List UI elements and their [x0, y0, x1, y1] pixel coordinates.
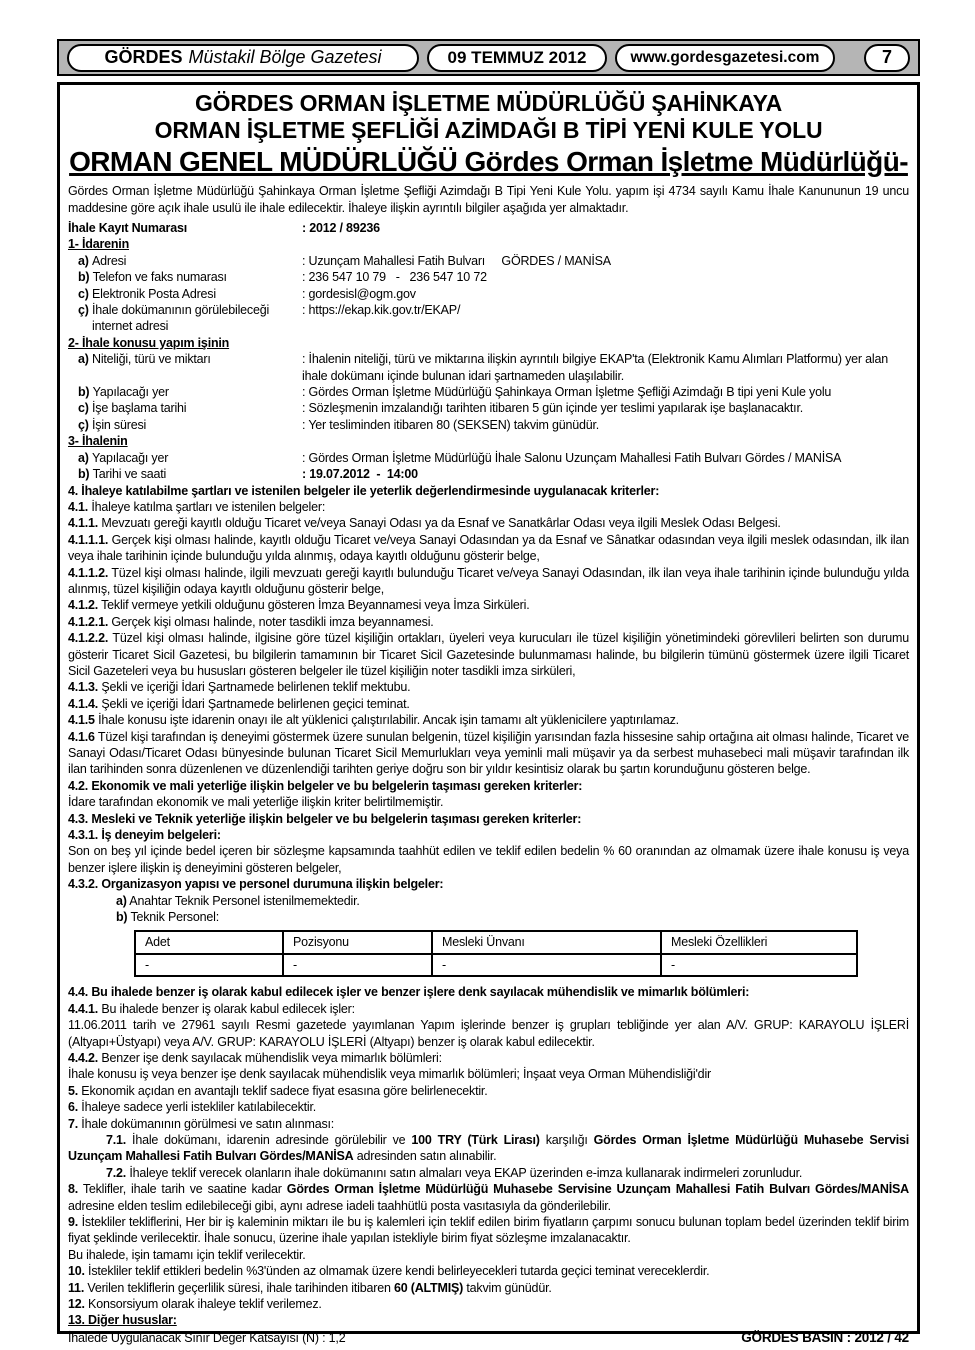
- paragraph: [68, 876, 909, 892]
- kv-row: [68, 450, 909, 466]
- kv-value: : Gördes Orman İşletme Müdürlüğü İhale Salonu Uzunçam Mahallesi Fatih Bulvarı Gördes / MANİSA: [302, 450, 842, 465]
- paragraph: [68, 532, 909, 565]
- text-segment: İhaleye teklif verecek olanların ihale dokümanını satın almaları veya EKAP üzerinden e-imza kullanarak indirmeleri zorunludur.: [126, 1165, 803, 1180]
- paragraph: [68, 909, 909, 925]
- notice-footer-row: [68, 1330, 909, 1345]
- text-segment: Bu ihalede, işin tamamı için teklif verilecektir.: [68, 1247, 306, 1262]
- text-segment: 11.06.2011 tarih ve 27961 sayılı Resmi gazetede yayımlanan Yapım işlerinde benzer iş grupları tebliğinde yer alan A/V. GRUP: KARAYOLU İŞLERİ (Altyapı+Üstyapı) veya A/V. GRUP: KARAYOLU İŞLERİ (Altyapı) benzer iş olarak kabul edilecektir.: [68, 1018, 909, 1049]
- kv-label: [68, 269, 302, 285]
- text-segment: 7.1.: [106, 1132, 127, 1147]
- text-segment: 4.1.2.1.: [68, 614, 109, 629]
- kv-label-text: İhale dokümanının görülebileceği: [92, 303, 270, 318]
- text-segment: Tüzel kişi tarafından iş deneyimi göstermek üzere sunulan belgenin, tüzel kişiliğin yarısından fazla hissesine sahip ortağına ait olması halinde, Ticaret ve Sanayi Odası/Ticaret Odası bünyesinde bulunan Ticaret Sicil Memurlukları veya yeminli mali müşavir ya da serbest muhasebeci mali müşavir tarafından ilk ilan tarihinden sonra düzenlenen ve düzenlendiği tarihten geriye doğru son bir yıldır kesintisiz olarak bu şartın korunduğunu gösteren belge.: [68, 729, 909, 777]
- kv-label-text: Tarihi ve saati: [92, 467, 167, 482]
- text-segment: Anahtar Teknik Personel istenilmemektedir.: [126, 893, 360, 908]
- text-segment: 7.: [68, 1116, 79, 1131]
- paragraph: [68, 794, 909, 810]
- text-segment: Şekli ve içeriği İdari Şartnamede belirlenen teklif mektubu.: [98, 680, 411, 695]
- text-segment: 10.: [68, 1264, 85, 1279]
- paragraph: [68, 1214, 909, 1247]
- kv-label: [68, 220, 302, 236]
- text-segment: takvim günüdür.: [463, 1280, 552, 1295]
- text-segment: İhale dokümanının görülmesi ve satın alınması:: [78, 1116, 335, 1131]
- paragraph: [68, 1083, 909, 1099]
- text-segment: Son on beş yıl içinde bedel içeren bir sözleşme kapsamında taahhüt edilen ve teklif edilen bedelin % 60 oranından az olmamak üzere ihale konusu iş veya benzer işlere ilişkin iş deneyimini gösteren belgeler,: [68, 844, 909, 875]
- kv-label-text: İhale Kayıt Numarası: [68, 221, 187, 235]
- kv-letter-prefix: a): [78, 253, 92, 268]
- kv-value: : https://ekap.kik.gov.tr/EKAP/: [302, 303, 461, 318]
- paragraph: [68, 843, 909, 876]
- kv-value: : gordesisl@ogm.gov: [302, 286, 416, 301]
- kv-letter-prefix: c): [78, 286, 92, 301]
- text-segment: 4.3. Mesleki ve Teknik yeterliğe ilişkin belgeler ve bu belgelerin taşıması gereken kriterler:: [68, 811, 582, 826]
- text-segment: Gerçek kişi olması halinde, noter tasdikli imza beyannamesi.: [108, 614, 434, 629]
- text-segment: Verilen tekliflerin geçerlilik süresi, ihale tarihinden itibaren: [84, 1280, 394, 1295]
- text-segment: Gerçek kişi olması halinde, kayıtlı olduğu Ticaret ve/veya Sanayi Odasından ya da Esnaf ve Sânatkar odasından veya ilgili meslek odasından, ilk ilan veya ihale tarihinin içinde bulunduğu yılda alınmış, odaya kayıtlı olduğunu gösterir belge,: [68, 532, 909, 564]
- paragraph: [68, 1017, 909, 1050]
- text-segment: İhale konusu işte idarenin onayı ile alt yüklenici çalıştırılabilir. Ancak işin tamamı alt yüklenicilere yaptırılamaz.: [94, 713, 679, 728]
- notice-title-line2: ORMAN İŞLETME ŞEFLİĞİ AZİMDAĞI B TİPİ YENİ KULE YOLU: [154, 117, 823, 143]
- kv-letter-prefix: b): [78, 270, 93, 285]
- text-segment: 4.2. Ekonomik ve mali yeterliğe ilişkin belgeler ve bu belgelerin taşıması gereken kriterler:: [68, 778, 583, 793]
- text-segment: Tüzel kişi olması halinde, ilgili mevzuatı gereği kayıtlı bulunduğu Ticaret ve/veya Sanayi Odasından, ilk ilan veya ihale tarihinin içinde bulunduğu yılda alınmış, tüzel kişiliğin odaya kayıtlı olduğunu gösterir belge,: [68, 565, 909, 596]
- kv-row: [68, 220, 909, 236]
- paragraph: [68, 696, 909, 712]
- table-header-cell: Mesleki Ünvanı: [432, 931, 661, 953]
- kv-letter-prefix: a): [78, 450, 92, 465]
- text-segment: Tüzel kişi olması halinde, ilgisine göre tüzel kişiliğin ortakları, üyeleri veya kurucuları ile tüzel kişiliğin yönetimindeki görevlileri belirten son durumu gösterir Ticaret Sicil Gazetesi, bu bilgilerin tamamının bir Ticaret Sicil Gazetesinde bulunmaması halinde, bu bilgilerin tümünü göstermek üzere ilgili Ticaret Sicil Gazeteleri veya bu hususları gösteren belgeler ile tüzel kişiliğin noter tasdikli imza sirküleri,: [68, 631, 909, 678]
- text-segment: Benzer işe denk sayılacak mühendislik veya mimarlık bölümleri:: [98, 1050, 442, 1065]
- kv-value: : 236 547 10 79 - 236 547 10 72: [302, 270, 487, 285]
- paragraph: [68, 1116, 909, 1132]
- text-segment: 4.1.5: [68, 713, 95, 728]
- text-segment: Bu ihalede benzer iş olarak kabul edilecek işler:: [98, 1001, 355, 1016]
- table-header-row: [135, 931, 857, 953]
- text-segment: İhale dokümanı, idarenin adresinde görülebilir ve: [126, 1132, 412, 1147]
- text-segment: Mevzuatı gereği kayıtlı olduğu Ticaret ve/veya Sanayi Odası ya da Esnaf ve Sanatkârlar Odası veya ilgili Meslek Odası Belgesi.: [98, 516, 781, 531]
- paragraph: [68, 679, 909, 695]
- paragraph: [68, 893, 909, 909]
- masthead: [57, 39, 920, 76]
- text-segment: a): [116, 893, 127, 908]
- text-segment: 4.1.6: [68, 729, 95, 744]
- kv-letter-prefix: b): [78, 385, 93, 400]
- text-segment: Teklif vermeye yetkili olduğunu gösteren İmza Beyannamesi veya İmza Sirküleri.: [98, 598, 530, 613]
- table-header-cell: Pozisyonu: [283, 931, 432, 953]
- newspaper-page: [57, 39, 920, 1345]
- paragraph: [68, 1132, 909, 1165]
- paragraph: [68, 630, 909, 679]
- paragraph: [68, 778, 909, 794]
- kv-label: [68, 302, 302, 335]
- kv-row: [68, 286, 909, 302]
- kv-value: : 2012 / 89236: [302, 221, 380, 235]
- page-number: 7: [881, 47, 892, 67]
- text-segment: Konsorsiyum olarak ihaleye teklif verilemez.: [84, 1297, 322, 1311]
- kv-label-text: Elektronik Posta Adresi: [92, 286, 216, 301]
- kv-letter-prefix: a): [78, 352, 92, 367]
- paragraph: [68, 1181, 909, 1214]
- kv-label-text: İşe başlama tarihi: [92, 401, 187, 416]
- kv-label-text: Adresi: [92, 253, 127, 268]
- kv-label: [68, 286, 302, 302]
- text-segment: 4.3.1. İş deneyim belgeleri:: [68, 828, 221, 843]
- kv-value: : Sözleşmenin imzalandığı tarihten itibaren 5 gün içinde yer teslimi yapılarak işe başlanacaktır.: [302, 401, 804, 416]
- text-segment: İstekliler teklif ettikleri bedelin %3'ünden az olmamak üzere kendi belirleyecekleri tutarda geçici teminat vereceklerdir.: [84, 1264, 710, 1279]
- text-segment: Gördes Orman İşletme Müdürlüğü Muhasebe Servisi Uzunçam Mahallesi Fatih Bulvarı Gördes/MANİSA: [68, 1132, 909, 1164]
- page-number-pill: [864, 44, 910, 72]
- kv-label-text: İşin süresi: [92, 417, 147, 432]
- table-cell: -: [283, 954, 432, 976]
- kv-label: [68, 253, 302, 269]
- text-segment: 4.1.1.: [68, 516, 99, 531]
- paragraph: [68, 499, 909, 515]
- table-cell: -: [135, 954, 283, 976]
- tender-notice-box: [57, 82, 920, 1345]
- kv-row: [68, 417, 909, 433]
- text-segment: İhaleye katılma şartları ve istenilen belgeler:: [88, 499, 326, 514]
- intro-paragraph: Gördes Orman İşletme Müdürlüğü Şahinkaya Orman İşletme Şefliği Azimdağı B Tipi Yeni Kule Yolu. yapım işi 4734 sayılı Kamu İhale Kanununun 19 uncu maddesine göre açık ihale usulü ile ihale edilecektir. İhaleye ilişkin ayrıntılı bilgiler aşağıda yer almaktadır.: [68, 184, 909, 215]
- paragraph: [68, 1263, 909, 1279]
- paragraph: [68, 827, 909, 843]
- table-header-cell: Mesleki Özellikleri: [661, 931, 857, 953]
- text-segment: Ekonomik açıdan en avantajlı teklif sadece fiyat esasına göre belirlenecektir.: [78, 1083, 488, 1098]
- kv-label: [68, 400, 302, 416]
- kv-row: [68, 466, 909, 482]
- notice-title-line1: GÖRDES ORMAN İŞLETME MÜDÜRLÜĞÜ ŞAHİNKAYA: [194, 90, 783, 116]
- text-segment: 60 (ALTMIŞ): [393, 1280, 464, 1295]
- kv-label-text: Yapılacağı yer: [92, 385, 169, 400]
- paragraph: [68, 984, 909, 1000]
- table-row: [135, 954, 857, 976]
- text-segment: Gördes Orman İşletme Müdürlüğü Muhasebe Servisine Uzunçam Mahallesi Fatih Bulvarı Gördes/MANİSA: [286, 1182, 909, 1197]
- text-segment: 4.4.2.: [68, 1050, 99, 1065]
- paragraph: [68, 811, 909, 827]
- website-url: www.gordesgazetesi.com: [630, 48, 820, 66]
- paragraph: [68, 1296, 909, 1312]
- text-segment: İhaleye sadece yerli istekliler katılabilecektir.: [78, 1100, 317, 1115]
- text-segment: 4.1.4.: [68, 696, 99, 711]
- kv-label-text: Niteliği, türü ve miktarı: [92, 352, 211, 367]
- kv-row: [68, 269, 909, 285]
- text-segment: 4.4.1.: [68, 1001, 99, 1016]
- section-heading: 13. Diğer hususlar:: [68, 1313, 177, 1328]
- text-segment: karşılığı: [539, 1132, 594, 1147]
- press-registry-number: GÖRDES BASIN : 2012 / 42: [741, 1329, 909, 1345]
- paragraph: [68, 1247, 909, 1263]
- paragraph: [68, 1001, 909, 1017]
- notice-body: [68, 220, 909, 1329]
- kv-label-text: Telefon ve faks numarası: [92, 270, 227, 285]
- text-segment: Teklifler, ihale tarih ve saatine kadar: [78, 1182, 287, 1197]
- kv-letter-prefix: ç): [78, 417, 92, 432]
- paragraph: [68, 614, 909, 630]
- paragraph: [68, 1280, 909, 1296]
- text-segment: 4. İhaleye katılabilme şartları ve istenilen belgeler ile yeterlik değerlendirmesinde uygulanacak kriterler:: [68, 483, 660, 498]
- text-segment: 100 TRY (Türk Lirası): [411, 1132, 540, 1147]
- paragraph: [68, 1165, 909, 1181]
- kv-row: [68, 384, 909, 400]
- text-segment: İdare tarafından ekonomik ve mali yeterliğe ilişkin kriter belirtilmemiştir.: [68, 795, 444, 810]
- kv-letter-prefix: b): [78, 467, 93, 482]
- paper-name-italic: Müstakil Bölge Gazetesi: [188, 47, 382, 67]
- paragraph: [68, 483, 909, 499]
- kv-row: [68, 253, 909, 269]
- paragraph: [68, 597, 909, 613]
- text-segment: 4.1.3.: [68, 680, 99, 695]
- text-segment: 6.: [68, 1100, 79, 1115]
- paper-name-pill: [67, 44, 419, 72]
- text-segment: 8.: [68, 1182, 79, 1197]
- text-segment: adresinden satın alınabilir.: [353, 1149, 497, 1164]
- issue-date-pill: [427, 44, 607, 72]
- personnel-table: [134, 930, 858, 977]
- paragraph: [68, 515, 909, 531]
- kv-row: [68, 400, 909, 416]
- text-segment: 11.: [68, 1280, 85, 1295]
- text-segment: 9.: [68, 1214, 79, 1229]
- text-segment: İhale konusu iş veya benzer işe denk sayılacak mühendislik veya mimarlık bölümleri; İnşaat veya Orman Mühendisliği'dir: [68, 1067, 711, 1082]
- kv-value: : 19.07.2012 - 14:00: [302, 467, 418, 482]
- kv-label: [68, 384, 302, 400]
- kv-label-line2: internet adresi: [92, 319, 169, 334]
- paragraph: [68, 565, 909, 598]
- kv-label: [68, 351, 302, 384]
- kv-label: [68, 450, 302, 466]
- kv-label: [68, 417, 302, 433]
- kv-label-text: Yapılacağı yer: [92, 450, 169, 465]
- paragraph: [68, 1066, 909, 1082]
- kv-letter-prefix: ç): [78, 303, 92, 318]
- section-heading: 2- İhale konusu yapım işinin: [68, 335, 230, 350]
- paragraph: [68, 729, 909, 778]
- text-segment: 5.: [68, 1083, 79, 1098]
- paper-name-bold: GÖRDES: [104, 47, 183, 67]
- kv-value: : Uzunçam Mahallesi Fatih Bulvarı GÖRDES / MANİSA: [302, 253, 611, 268]
- kv-value: : Yer tesliminden itibaren 80 (SEKSEN) takvim günüdür.: [302, 417, 600, 432]
- website-pill: [615, 44, 835, 72]
- kv-label: [68, 466, 302, 482]
- notice-title-line3: ORMAN GENEL MÜDÜRLÜĞÜ Gördes Orman İşletme Müdürlüğü-: [69, 146, 908, 177]
- section-heading: 1- İdarenin: [68, 237, 130, 252]
- kv-letter-prefix: c): [78, 401, 92, 416]
- text-segment: İstekliler tekliflerini, Her bir iş kaleminin miktarı ile bu iş kalemleri için teklif edilen birim fiyatların çarpımı sonucu bulunan toplam bedel üzerinden teklif birim fiyat şeklinde verilecektir. İhale sonucu, üzerine ihale yapılan istekliyle birim fiyat sözleşme imzalanacaktır.: [68, 1214, 909, 1246]
- text-segment: 4.1.: [68, 499, 89, 514]
- kv-value: : İhalenin niteliği, türü ve miktarına ilişkin ayrıntılı bilgiye EKAP'ta (Elektronik Kamu Alımları Platformu) yer alan ihale dokümanı içinde bulunan idari şartnameden ulaşılabilir.: [302, 352, 892, 383]
- text-segment: 4.1.2.: [68, 598, 99, 613]
- text-segment: 4.4. Bu ihalede benzer iş olarak kabul edilecek işler ve benzer işlere denk sayılacak mühendislik ve mimarlık bölümleri:: [68, 985, 750, 1000]
- issue-date: 09 TEMMUZ 2012: [447, 47, 587, 67]
- table-header-cell: Adet: [135, 931, 283, 953]
- kv-row: [68, 351, 909, 384]
- paragraph: [68, 1099, 909, 1115]
- text-segment: 12.: [68, 1297, 85, 1311]
- text-segment: 4.1.1.2.: [68, 565, 109, 580]
- text-segment: 4.1.2.2.: [68, 631, 109, 646]
- kv-value: : Gördes Orman İşletme Müdürlüğü Şahinkaya Orman İşletme Şefliği Azimdağı B tipi yeni Kule yolu: [302, 385, 832, 400]
- kv-row: [68, 302, 909, 335]
- text-segment: 7.2.: [106, 1165, 127, 1180]
- table-cell: -: [432, 954, 661, 976]
- section-heading: 3- İhalenin: [68, 434, 128, 449]
- text-segment: 4.1.1.1.: [68, 532, 109, 547]
- limit-value-coefficient: İhalede Uygulanacak Sınır Değer Katsayısı (N) : 1,2: [68, 1330, 346, 1345]
- text-segment: 4.3.2. Organizasyon yapısı ve personel durumuna ilişkin belgeler:: [68, 877, 444, 892]
- table-cell: -: [661, 954, 857, 976]
- text-segment: Şekli ve içeriği İdari Şartnamede belirlenen geçici teminat.: [98, 696, 410, 711]
- text-segment: Teknik Personel:: [127, 910, 219, 925]
- text-segment: adresine elden teslim edilebileceği gibi, aynı adrese iadeli taahhütlü posta vasıtasıyla da gönderilebilir.: [68, 1198, 611, 1213]
- text-segment: b): [116, 910, 128, 925]
- paragraph: [68, 712, 909, 728]
- paragraph: [68, 1050, 909, 1066]
